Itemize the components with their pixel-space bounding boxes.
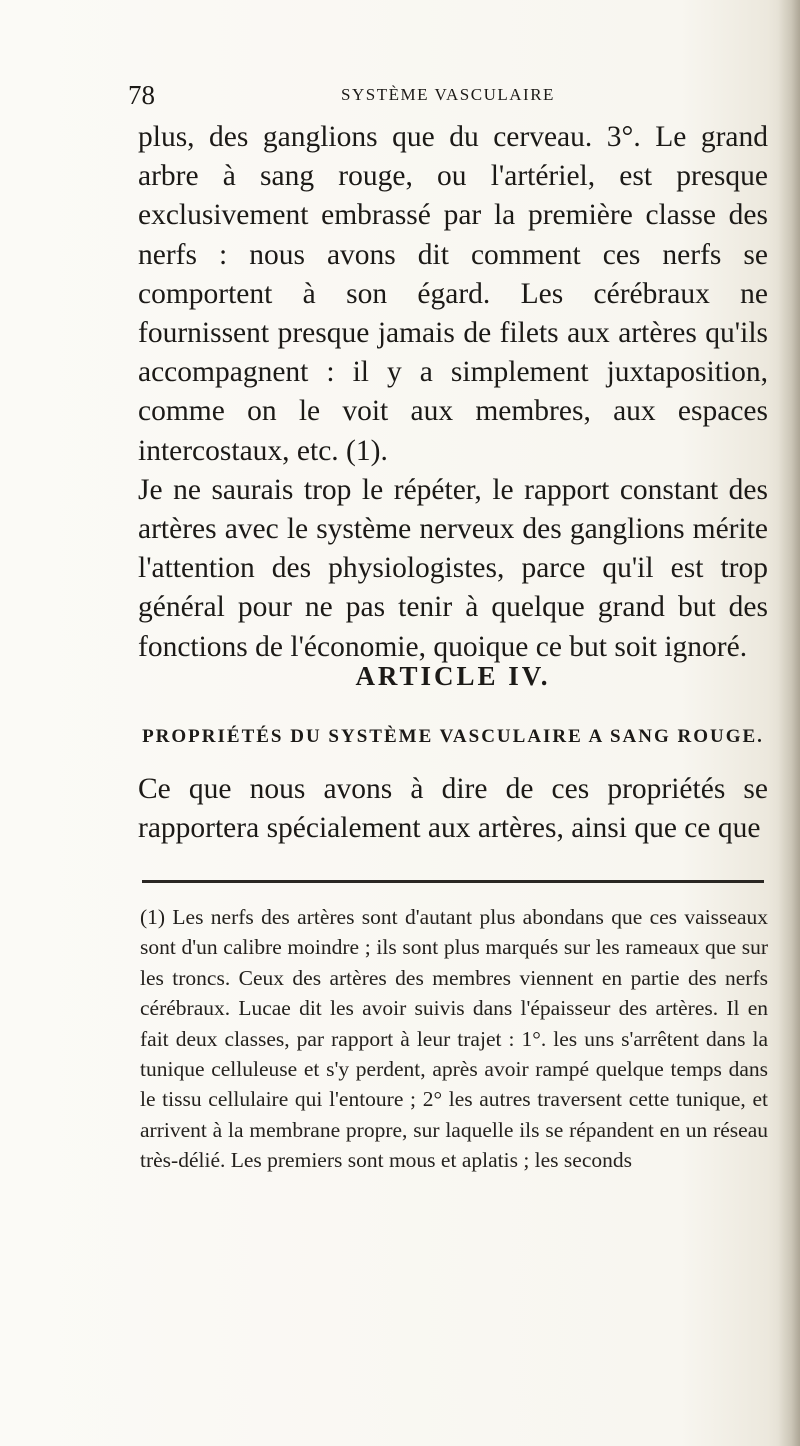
- section-title: PROPRIÉTÉS DU SYSTÈME VASCULAIRE A SANG ROUGE.: [142, 726, 764, 747]
- section-intro: [138, 770, 768, 848]
- footnote: [140, 902, 768, 1176]
- paragraph-1: plus, des ganglions que du cerveau. 3°. Le grand arbre à sang rouge, ou l'artériel, est presque exclusivement embrassé par la première classe des nerfs : nous avons dit comment ces nerfs se comportent à son égard. Les cérébraux ne fournissent presque jamais de filets aux artères qu'ils accompagnent : il y a simplement juxtaposition, comme on le voit aux membres, aux espaces intercostaux, etc. (1).: [138, 121, 768, 467]
- main-text: [138, 118, 768, 667]
- article-title: ARTICLE IV.: [355, 661, 551, 691]
- page-edge-shadow: [778, 0, 800, 1446]
- paragraph-2: Je ne saurais trop le répéter, le rapport constant des artères avec le système nerveux des ganglions mérite l'attention des physiologistes, parce qu'il est trop général pour ne pas tenir à quelque grand but des fonctions de l'économie, quoique ce but soit ignoré.: [138, 473, 768, 663]
- page-header: [128, 78, 768, 112]
- footnote-separator: [142, 880, 764, 883]
- footnote-text: (1) Les nerfs des artères sont d'autant plus abondans que ces vaisseaux sont d'un calibre moindre ; ils sont plus marqués sur les rameaux que sur les troncs. Ceux des artères des membres viennent en partie des nerfs cérébraux. Lucae dit les avoir suivis dans l'épaisseur des artères. Il en fait deux classes, par rapport à leur trajet : 1°. les uns s'arrêtent dans la tunique celluleuse et s'y perdent, après avoir rampé quelque temps dans le tissu cellulaire qui l'entoure ; 2° les autres traversent cette tunique, et arrivent à la membrane propre, sur laquelle ils se répandent en un réseau très-délié. Les premiers sont mous et aplatis ; les seconds: [140, 905, 768, 1173]
- running-title: SYSTÈME VASCULAIRE: [341, 85, 555, 104]
- page-number: 78: [128, 80, 155, 110]
- intro-paragraph: Ce que nous avons à dire de ces propriétés se rapportera spécialement aux artères, ainsi que ce que: [138, 773, 768, 845]
